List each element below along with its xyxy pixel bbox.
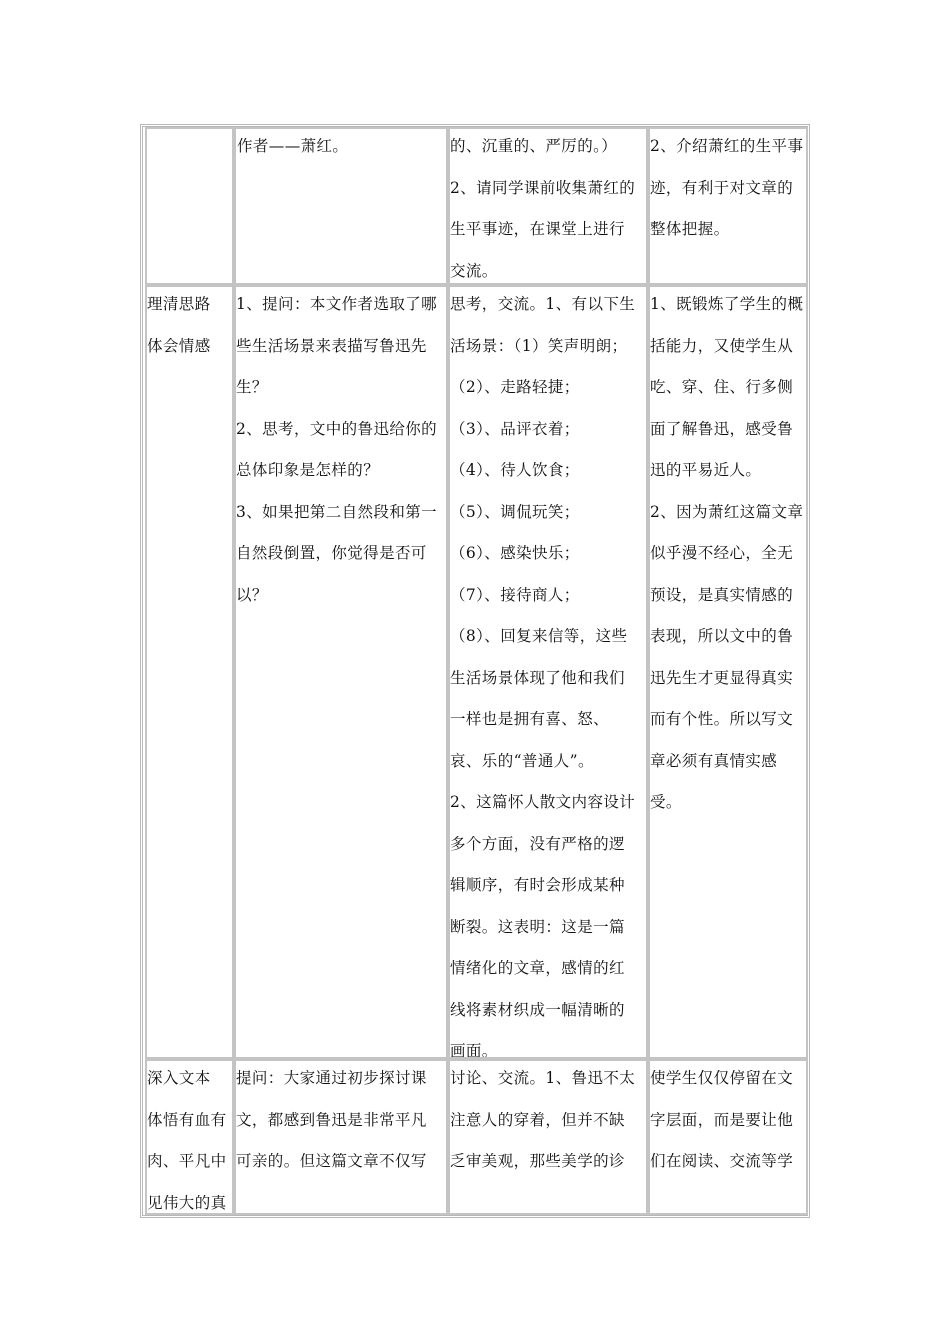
text-line: 2、思考，文中的鲁迅给你的 xyxy=(236,419,438,438)
text-line: 迹，有利于对文章的 xyxy=(650,178,794,197)
text-line: 2、介绍萧红的生平事 xyxy=(650,137,804,155)
student-activity-cell xyxy=(448,285,648,1059)
text-line: 自然段倒置，你觉得是否可 xyxy=(236,544,427,562)
text-line: 活场景：（1）笑声明朗； xyxy=(450,336,628,355)
text-line: 生活场景体现了他和我们 xyxy=(450,668,625,687)
text-line: 使学生仅仅停留在文 xyxy=(650,1069,794,1087)
text-line: 迅先生才更显得真实 xyxy=(650,668,794,687)
text-line: 多个方面，没有严格的逻 xyxy=(450,834,625,853)
teacher-activity-cell xyxy=(234,127,448,285)
teacher-activity-cell xyxy=(234,1059,448,1215)
text-line: 哀、乐的“普通人”。 xyxy=(450,751,594,770)
text-line: 2、这篇怀人散文内容设计 xyxy=(450,793,636,811)
text-line: （5）、调侃玩笑； xyxy=(450,502,580,521)
text-line: 1、既锻炼了学生的概 xyxy=(650,295,804,313)
stage-title-line: 体悟有血有 xyxy=(147,1110,227,1129)
text-line: 章必须有真情实感 xyxy=(650,751,778,770)
text-line: 一样也是拥有喜、怒、 xyxy=(450,710,610,728)
text-line: 情绪化的文章，感情的红 xyxy=(450,959,625,977)
text-line: 可亲的。但这篇文章不仅写 xyxy=(236,1152,427,1170)
text-line: （2）、走路轻捷； xyxy=(450,378,580,396)
text-line: （3）、品评衣着； xyxy=(450,419,580,438)
table-row xyxy=(143,1059,807,1215)
design-purpose-cell xyxy=(648,1059,808,1215)
text-line: 3、如果把第二自然段和第一 xyxy=(236,502,438,521)
text-line: 而有个性。所以写文 xyxy=(650,710,794,728)
stage-title-line: 理清思路 xyxy=(147,295,211,313)
text-line: 1、提问：本文作者选取了哪 xyxy=(236,295,438,313)
stage-title-line: 体会情感 xyxy=(147,336,211,355)
student-activity-cell xyxy=(448,127,648,285)
text-line: 辑顺序，有时会形成某种 xyxy=(450,876,625,894)
text-line: 交流。 xyxy=(450,261,498,280)
text-line: 提问：大家通过初步探讨课 xyxy=(236,1069,427,1087)
text-line: 预设，是真实情感的 xyxy=(650,585,794,604)
stage-cell xyxy=(145,285,234,1059)
text-line: 2、请同学课前收集萧红的 xyxy=(450,178,636,197)
stage-title-line: 肉、平凡中 xyxy=(147,1152,227,1170)
text-line: 线将素材织成一幅清晰的 xyxy=(450,1000,625,1019)
text-line: 注意人的穿着，但并不缺 xyxy=(450,1110,625,1129)
student-activity-cell xyxy=(448,1059,648,1215)
text-line: 思考，交流。1、有以下生 xyxy=(450,295,636,313)
text-line: （4）、待人饮食； xyxy=(450,461,580,479)
text-line: 讨论、交流。1、鲁迅不太 xyxy=(450,1069,636,1087)
text-line: 字层面，而是要让他 xyxy=(650,1110,794,1129)
text-line: 似乎漫不经心，全无 xyxy=(650,544,794,562)
text-line: 生？ xyxy=(236,378,268,396)
stage-cell xyxy=(145,127,234,285)
table-row xyxy=(143,285,807,1059)
text-line: 整体把握。 xyxy=(650,220,730,238)
text-line: 些生活场景来表描写鲁迅先 xyxy=(236,336,427,355)
design-purpose-cell xyxy=(648,285,808,1059)
text-line: （6）、感染快乐； xyxy=(450,544,580,562)
text-line: 画面。 xyxy=(450,1042,498,1059)
stage-title-line: 见伟大的真 xyxy=(147,1193,227,1212)
text-line: 断裂。这表明：这是一篇 xyxy=(450,917,625,936)
stage-cell xyxy=(145,1059,234,1215)
text-line: 括能力，又使学生从 xyxy=(650,336,794,355)
text-line: 作者——萧红。 xyxy=(237,137,349,155)
lesson-plan-table xyxy=(140,124,810,1218)
text-line: 2、因为萧红这篇文章 xyxy=(650,502,804,521)
text-line: （7）、接待商人； xyxy=(450,585,580,604)
text-line: 受。 xyxy=(650,793,682,811)
teacher-activity-cell xyxy=(234,285,448,1059)
text-line: 文，都感到鲁迅是非常平凡 xyxy=(236,1110,427,1129)
text-line: 以？ xyxy=(236,585,268,604)
text-line: 面了解鲁迅，感受鲁 xyxy=(650,419,794,438)
text-line: 生平事迹，在课堂上进行 xyxy=(450,220,625,238)
stage-title-line: 深入文本 xyxy=(147,1069,211,1087)
text-line: 们在阅读、交流等学 xyxy=(650,1152,794,1170)
table-row xyxy=(143,127,807,285)
text-line: 吃、穿、住、行多侧 xyxy=(650,378,794,396)
text-line: 迅的平易近人。 xyxy=(650,461,762,479)
text-line: 乏审美观，那些美学的诊 xyxy=(450,1152,625,1170)
text-line: 的、沉重的、严厉的。） xyxy=(450,137,618,155)
design-purpose-cell xyxy=(648,127,808,285)
text-line: 总体印象是怎样的？ xyxy=(236,461,380,479)
text-line: 表现，所以文中的鲁 xyxy=(650,627,794,645)
text-line: （8）、回复来信等，这些 xyxy=(450,627,628,645)
